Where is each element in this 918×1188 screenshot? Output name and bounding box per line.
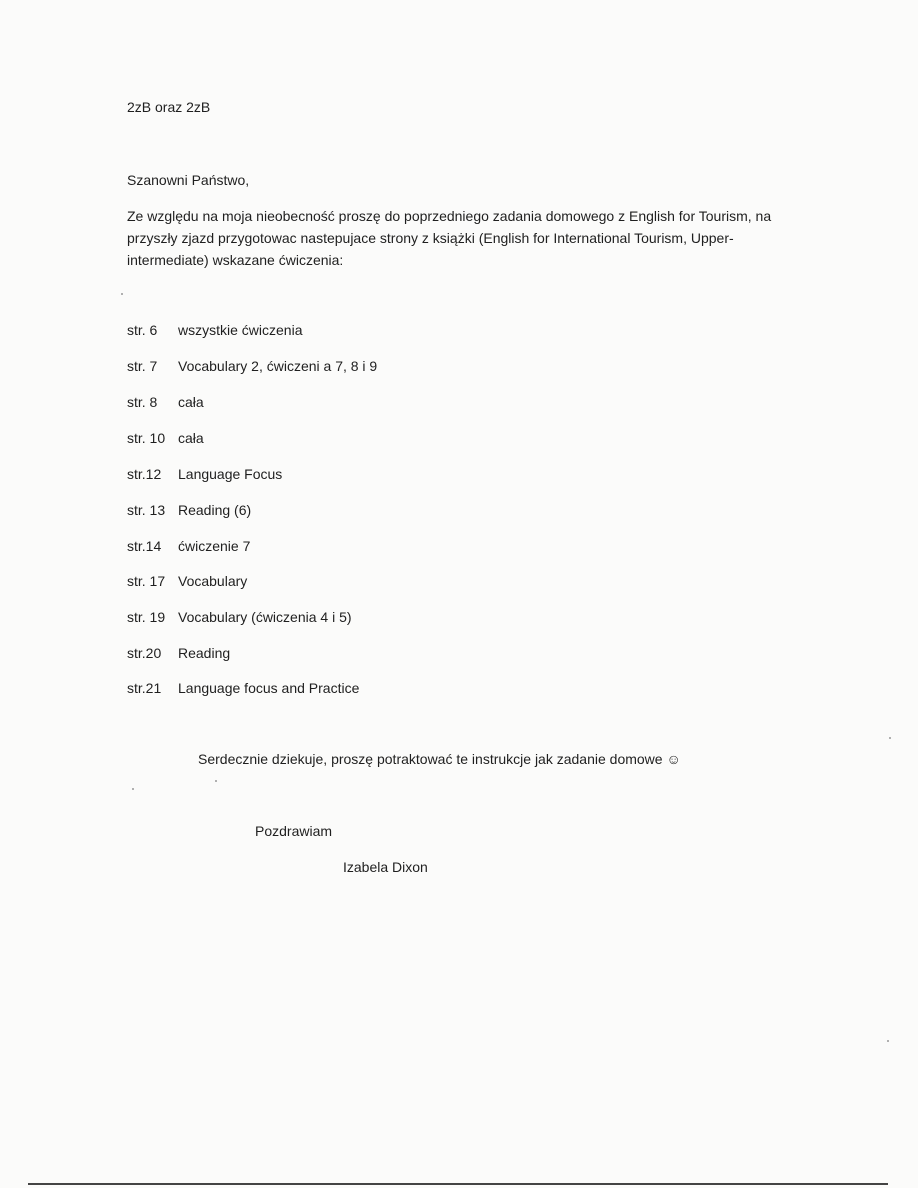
list-item: [127, 608, 352, 626]
assignment-task: Language Focus: [178, 466, 283, 482]
scan-speck: [121, 293, 123, 295]
list-item: [127, 429, 204, 447]
regards: Pozdrawiam: [255, 823, 333, 839]
intro-paragraph: Ze względu na moja nieobecność proszę do poprzedniego zadania domowego z English for Tourism, na przyszły zjazd przygotowac nastepujace strony z książki (English for International Tourism, Upper-intermediate) wskazane ćwiczenia:: [127, 208, 772, 268]
list-item: [127, 644, 230, 662]
closing-note: Serdecznie dziekuje, proszę potraktować te instrukcje jak zadanie domowe ☺: [198, 751, 681, 767]
assignment-page: str.12: [127, 466, 162, 482]
assignment-task: cała: [178, 394, 204, 410]
assignment-task: cała: [178, 430, 204, 446]
assignment-page: str. 7: [127, 358, 158, 374]
assignment-page: str. 8: [127, 394, 158, 410]
list-item: [127, 537, 250, 555]
list-item: [127, 357, 377, 375]
list-item: [127, 572, 247, 590]
scan-bottom-edge: [28, 1183, 888, 1185]
scan-speck: [889, 737, 891, 739]
signature: Izabela Dixon: [343, 859, 428, 875]
assignment-task: Reading: [178, 645, 231, 661]
assignment-page: str.20: [127, 645, 162, 661]
assignment-page: str. 10: [127, 430, 166, 446]
assignment-page: str.21: [127, 680, 162, 696]
assignment-page: str. 13: [127, 502, 166, 518]
assignment-page: str. 19: [127, 609, 166, 625]
scan-speck: [887, 1040, 889, 1042]
scan-speck: [132, 788, 134, 790]
list-item: [127, 321, 302, 339]
salutation: Szanowni Państwo,: [127, 172, 250, 188]
assignment-task: Language focus and Practice: [178, 680, 360, 696]
class-line: 2zB oraz 2zB: [127, 99, 211, 115]
assignment-page: str.14: [127, 538, 162, 554]
list-item: [127, 679, 359, 697]
assignment-task: wszystkie ćwiczenia: [178, 322, 303, 338]
assignment-task: Reading (6): [178, 502, 252, 518]
assignment-task: Vocabulary (ćwiczenia 4 i 5): [178, 609, 352, 625]
assignment-task: Vocabulary 2, ćwiczeni a 7, 8 i 9: [178, 358, 378, 374]
assignment-task: Vocabulary: [178, 573, 248, 589]
assignment-page: str. 6: [127, 322, 158, 338]
scan-speck: [215, 780, 217, 782]
assignment-task: ćwiczenie 7: [178, 538, 251, 554]
list-item: [127, 501, 251, 519]
assignment-page: str. 17: [127, 573, 166, 589]
list-item: [127, 465, 282, 483]
list-item: [127, 393, 204, 411]
